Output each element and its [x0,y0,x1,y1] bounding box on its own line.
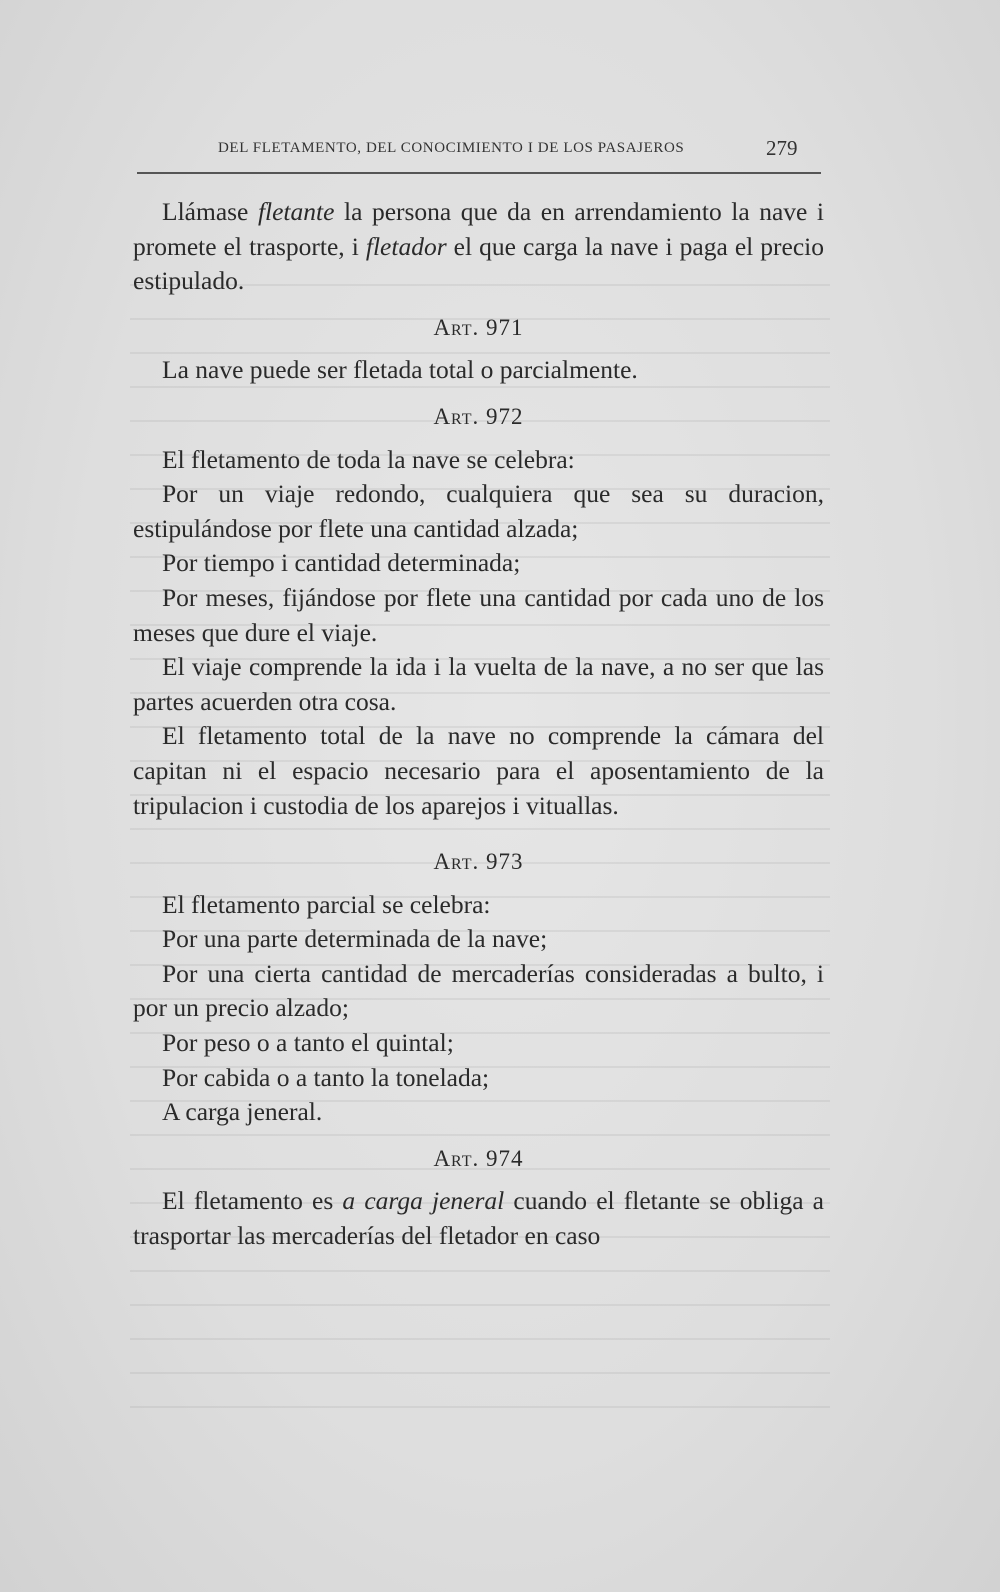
article-heading-974 [133,1142,824,1177]
running-head: DEL FLETAMENTO, DEL CONOCIMIENTO I DE LOS PASAJEROS [218,140,685,156]
intro-text-2: la persona que da en arrendamiento la nave i promete el trasporte, i [133,197,824,261]
article-label: Art. [433,314,480,340]
article-label: Art. [433,849,480,875]
intro-text-1: Llámase [162,197,258,226]
art972-p1: El fletamento de toda la nave se celebra: [162,444,575,474]
art972-p4: Por meses, fijándose por flete una cantidad por cada uno de los meses que dure el viaje. [133,582,824,647]
art973-p1: El fletamento parcial se celebra: [162,889,491,919]
article-number: 971 [479,314,524,340]
intro-paragraph [133,195,824,299]
art973-p5: Por cabida o a tanto la tonelada; [162,1062,490,1092]
body-text [133,195,824,1254]
art971-text: La nave puede ser fletada total o parcialmente. [162,355,638,385]
article-heading-971 [133,311,824,346]
art972-p6: El fletamento total de la nave no comprende la cámara del capitan ni el espacio necesario para el aposentamiento de la tripulacion i custodia de los aparejos i vituallas. [133,721,824,820]
term-fletante: fletante [257,197,335,226]
art972-p5: El viaje comprende la ida i la vuelta de la nave, a no ser que las partes acuerden otra cosa. [133,652,824,716]
article-number: 972 [479,403,524,429]
art974-text-2: cuando el fletante se obliga a trasportar las mercaderías del fletador en caso [133,1186,824,1251]
page-number: 279 [766,136,798,160]
article-heading-972 [133,400,824,435]
intro-text-3: el que carga la nave i paga el precio estipulado. [133,231,824,296]
header-rule [137,172,821,174]
art972-p2: Por un viaje redondo, cualquiera que sea su duracion, estipulándose por flete una cantidad alzada; [133,479,824,543]
term-a-carga-jeneral: a carga jeneral [342,1186,505,1216]
article-number: 974 [479,1145,524,1171]
article-label: Art. [433,1145,480,1171]
article-heading-973 [133,845,824,880]
article-label: Art. [433,403,480,429]
article-number: 973 [479,849,524,875]
term-fletador: fletador [365,231,447,261]
art973-p3: Por una cierta cantidad de mercaderías consideradas a bulto, i por un precio alzado; [133,958,824,1023]
art974-p1 [133,1184,824,1253]
art973-p6: A carga jeneral. [162,1097,323,1127]
art972-p3: Por tiempo i cantidad determinada; [162,548,521,578]
art973-p2: Por una parte determinada de la nave; [162,924,548,954]
art974-text-1: El fletamento es [162,1186,343,1216]
art973-p4: Por peso o a tanto el quintal; [162,1028,454,1058]
